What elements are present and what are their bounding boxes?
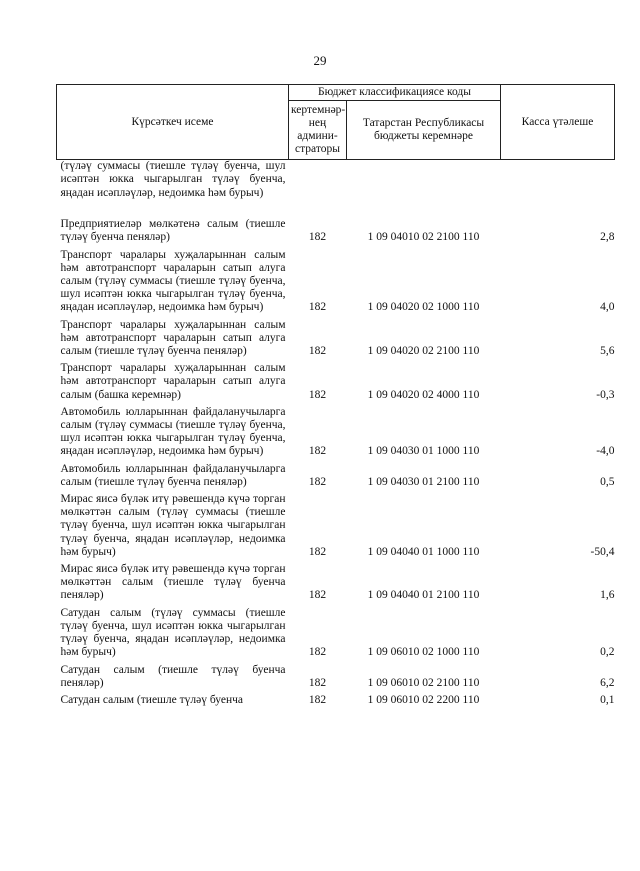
row-amount: 5,6 <box>600 345 615 358</box>
row-budget-code: 1 09 06010 02 1000 110 <box>367 646 480 659</box>
row-budget-code: 1 09 04020 02 1000 110 <box>367 301 480 314</box>
row-admin-code: 182 <box>308 445 327 458</box>
table-row <box>57 664 615 694</box>
row-amount: -4,0 <box>596 445 615 458</box>
row-amount: 4,0 <box>600 301 615 314</box>
header-administrators: кертемнәр-нең админи-страторы <box>289 101 347 160</box>
table-row <box>57 694 615 711</box>
row-amount: 0,5 <box>600 475 615 488</box>
budget-table <box>56 84 615 711</box>
row-admin-code: 182 <box>308 231 327 244</box>
row-admin-code: 182 <box>308 646 327 659</box>
row-admin-code: 182 <box>308 345 327 358</box>
row-name: Автомобиль юлларыннан файдаланучыларга салым (түләү суммасы (тиешле түләү буенча, шул исәптән юкка чыгарылган түләү буенча, яңадан исәпләүләр, недоимка һәм бурыч) <box>60 405 286 458</box>
row-budget-code: 1 09 04020 02 2100 110 <box>367 345 480 358</box>
row-admin-code: 182 <box>308 676 327 689</box>
table-row <box>57 362 615 406</box>
header-budget-classification: Бюджет классификациясе коды <box>289 85 501 101</box>
table-row <box>57 249 615 319</box>
row-budget-code: 1 09 04030 01 2100 110 <box>367 475 480 488</box>
row-budget-code: 1 09 04040 01 2100 110 <box>367 589 480 602</box>
row-admin-code: 182 <box>308 693 327 706</box>
row-admin-code: 182 <box>308 589 327 602</box>
row-amount <box>501 160 615 219</box>
row-name: Мирас яисә бүләк итү рәвешендә күчә торган мөлкәттән салым (тиешле түләү буенча пеняләр) <box>60 563 286 602</box>
row-name: (түләү суммасы (тиешле түләү буенча, шул исәптән юкка чыгарылган түләү буенча, яңадан исәпләүләр, недоимка һәм бурыч) <box>60 160 286 199</box>
row-budget-code: 1 09 04030 01 1000 110 <box>367 445 480 458</box>
row-amount: 0,1 <box>600 693 615 706</box>
row-admin-code: 182 <box>308 301 327 314</box>
row-amount: -0,3 <box>596 388 615 401</box>
row-budget-code <box>347 160 501 219</box>
row-name: Сатудан салым (түләү суммасы (тиешле түләү буенча, шул исәптән юкка чыгарылган түләү буенча, яңадан исәпләүләр, недоимка һәм бурыч) <box>60 606 286 659</box>
row-budget-code: 1 09 04020 02 4000 110 <box>367 388 480 401</box>
page-number: 29 <box>313 53 327 68</box>
table-body <box>57 160 615 711</box>
table-row <box>57 563 615 607</box>
row-name: Сатудан салым (тиешле түләү буенча пеняләр) <box>60 663 286 689</box>
row-amount: 1,6 <box>600 589 615 602</box>
row-name: Транспорт чаралары хуҗаларыннан салым һәм автотранспорт чараларын сатып алуга салым (түләү суммасы (тиешле түләү буенча, шул исәптән юкка чыгарылган түләү буенча, яңадан исәпләүләр, недоимка һәм бурыч) <box>60 248 286 314</box>
table-row <box>57 406 615 463</box>
row-admin-code: 182 <box>308 388 327 401</box>
row-amount: 6,2 <box>600 676 615 689</box>
row-budget-code: 1 09 04040 01 1000 110 <box>367 545 480 558</box>
row-budget-code: 1 09 04010 02 2100 110 <box>367 231 480 244</box>
table-row <box>57 160 615 219</box>
table-row <box>57 319 615 363</box>
row-name: Мирас яисә бүләк итү рәвешендә күчә торган мөлкәттән салым (түләү суммасы (тиешле түләү буенча, шул исәптән юкка чыгарылган түләү буенча, яңадан исәпләүләр, недоимка һәм бурыч) <box>60 493 286 558</box>
header-republic-revenue: Татарстан Республикасы бюджеты керемнәре <box>347 101 501 160</box>
row-name: Сатудан салым (тиешле түләү буенча <box>60 693 244 706</box>
table-row <box>57 493 615 563</box>
header-indicator-name: Күрсәткеч исеме <box>57 85 289 160</box>
row-amount: -50,4 <box>590 545 615 558</box>
row-name: Автомобиль юлларыннан файдаланучыларга салым (тиешле түләү буенча пеняләр) <box>60 462 286 488</box>
row-name: Транспорт чаралары хуҗаларыннан салым һәм автотранспорт чараларын сатып алуга салым (тиешле түләү буенча пеняләр) <box>60 318 286 358</box>
row-amount: 0,2 <box>600 646 615 659</box>
row-admin-code <box>289 160 347 219</box>
row-amount: 2,8 <box>600 231 615 244</box>
row-budget-code: 1 09 06010 02 2100 110 <box>367 676 480 689</box>
row-budget-code: 1 09 06010 02 2200 110 <box>367 693 480 706</box>
table-row <box>57 607 615 664</box>
table-row <box>57 218 615 248</box>
row-admin-code: 182 <box>308 545 327 558</box>
row-admin-code: 182 <box>308 475 327 488</box>
row-name: Предприятиеләр мөлкәтенә салым (тиешле түләү буенча пеняләр) <box>60 218 286 244</box>
row-name: Транспорт чаралары хуҗаларыннан салым һәм автотранспорт чараларын сатып алуга салым (башка керемнәр) <box>60 362 286 401</box>
table-row <box>57 463 615 493</box>
table-header <box>57 85 615 160</box>
header-cash-execution: Касса үтәлеше <box>501 85 615 160</box>
